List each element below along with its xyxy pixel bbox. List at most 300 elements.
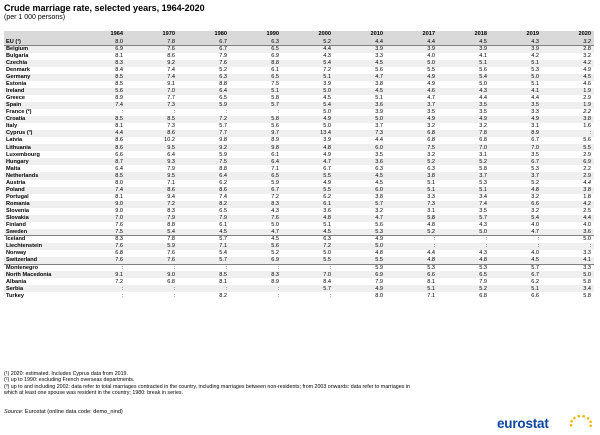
value-cell: 4.9 — [282, 116, 334, 123]
table-row — [4, 88, 594, 95]
value-cell: 6.5 — [230, 172, 282, 179]
value-cell: 6.8 — [386, 137, 438, 144]
value-cell: 4.4 — [542, 215, 594, 222]
value-cell: : — [230, 285, 282, 292]
country-cell: EU (¹) — [4, 39, 74, 46]
value-cell: 3.2 — [542, 39, 594, 46]
value-cell: : — [282, 264, 334, 271]
country-cell: Serbia — [4, 285, 74, 292]
header-cell-year: 1980 — [178, 31, 230, 39]
value-cell: 3.1 — [490, 123, 542, 130]
table-row — [4, 264, 594, 271]
table-row — [4, 151, 594, 158]
value-cell: 6.9 — [542, 158, 594, 165]
country-cell: Liechtenstein — [4, 243, 74, 250]
value-cell: 9.8 — [178, 137, 230, 144]
value-cell: 6.3 — [334, 165, 386, 172]
value-cell: 7.1 — [178, 243, 230, 250]
value-cell: 5.6 — [230, 243, 282, 250]
table-header-row — [4, 31, 594, 39]
table-row — [4, 74, 594, 81]
value-cell: : — [386, 243, 438, 250]
value-cell: 5.6 — [74, 88, 126, 95]
value-cell: 4.1 — [438, 53, 490, 60]
source-text: Eurostat (online data code: demo_nind) — [23, 409, 123, 415]
value-cell: 4.8 — [438, 257, 490, 264]
country-cell: Malta — [4, 165, 74, 172]
value-cell: 6.3 — [230, 39, 282, 46]
header-cell-year: 2018 — [438, 31, 490, 39]
value-cell: 5.9 — [230, 180, 282, 187]
value-cell: 5.2 — [490, 180, 542, 187]
value-cell: 8.8 — [178, 165, 230, 172]
value-cell: 8.1 — [386, 278, 438, 285]
value-cell: 4.9 — [542, 67, 594, 74]
value-cell: 7.4 — [178, 194, 230, 201]
value-cell: 7.9 — [126, 165, 178, 172]
value-cell: 9.8 — [230, 144, 282, 151]
value-cell: 5.1 — [490, 285, 542, 292]
value-cell: 4.9 — [490, 116, 542, 123]
country-cell: Switzerland — [4, 257, 74, 264]
value-cell: 6.8 — [386, 130, 438, 137]
value-cell: 5.7 — [178, 257, 230, 264]
value-cell: 4.4 — [282, 46, 334, 53]
value-cell: 3.2 — [334, 208, 386, 215]
value-cell: 4.1 — [542, 257, 594, 264]
value-cell: 5.1 — [230, 88, 282, 95]
value-cell: 3.2 — [490, 208, 542, 215]
table-row — [4, 278, 594, 285]
value-cell: 6.3 — [386, 165, 438, 172]
value-cell: 4.1 — [490, 88, 542, 95]
value-cell: 2.8 — [542, 46, 594, 53]
value-cell: 8.6 — [178, 187, 230, 194]
value-cell: 4.7 — [386, 95, 438, 102]
value-cell: 5.5 — [282, 172, 334, 179]
value-cell: 5.8 — [386, 215, 438, 222]
value-cell: 5.6 — [542, 137, 594, 144]
value-cell: 8.4 — [282, 278, 334, 285]
value-cell: 7.2 — [282, 243, 334, 250]
value-cell: 8.6 — [126, 130, 178, 137]
value-cell: 8.0 — [74, 180, 126, 187]
value-cell: 4.5 — [542, 74, 594, 81]
country-cell: Slovenia — [4, 208, 74, 215]
value-cell: 5.3 — [438, 264, 490, 271]
value-cell: 4.0 — [542, 222, 594, 229]
value-cell: 9.5 — [126, 172, 178, 179]
value-cell: 8.3 — [230, 201, 282, 208]
value-cell: 4.3 — [490, 39, 542, 46]
value-cell: 8.9 — [74, 95, 126, 102]
table-row — [4, 109, 594, 116]
logo-star — [582, 415, 585, 418]
country-cell: Cyprus (³) — [4, 130, 74, 137]
country-cell: Norway — [4, 250, 74, 257]
value-cell: 4.2 — [542, 60, 594, 67]
value-cell: 8.6 — [74, 144, 126, 151]
table-row — [4, 130, 594, 137]
value-cell: 2.9 — [542, 151, 594, 158]
value-cell: 8.1 — [74, 194, 126, 201]
table-subtitle: (per 1 000 persons) — [4, 14, 66, 21]
value-cell: 2.2 — [542, 165, 594, 172]
country-cell: Czechia — [4, 60, 74, 67]
value-cell: 3.2 — [542, 53, 594, 60]
value-cell: 5.7 — [178, 123, 230, 130]
value-cell: 13.4 — [282, 130, 334, 137]
value-cell: 6.2 — [282, 194, 334, 201]
value-cell: 4.7 — [334, 74, 386, 81]
footnote-2: (²) up to 1990: excluding French overseas departments. — [4, 377, 135, 384]
value-cell: 6.5 — [438, 271, 490, 278]
value-cell: 7.7 — [178, 130, 230, 137]
value-cell: 9.5 — [126, 144, 178, 151]
table-row — [4, 60, 594, 67]
value-cell: 4.5 — [230, 236, 282, 243]
header-cell-year: 1970 — [126, 31, 178, 39]
value-cell: 5.1 — [386, 187, 438, 194]
value-cell: 5.3 — [386, 264, 438, 271]
header-cell-year: 2020 — [542, 31, 594, 39]
value-cell: 4.2 — [542, 201, 594, 208]
source-label: Source: — [4, 409, 24, 415]
value-cell: 8.5 — [126, 116, 178, 123]
value-cell: 7.6 — [74, 243, 126, 250]
value-cell: 7.9 — [178, 53, 230, 60]
header-cell-year: 2017 — [386, 31, 438, 39]
value-cell: 5.8 — [230, 95, 282, 102]
value-cell: 7.3 — [386, 201, 438, 208]
country-cell: Italy — [4, 123, 74, 130]
country-cell: Lithuania — [4, 144, 74, 151]
table-row — [4, 39, 594, 46]
value-cell: 5.9 — [126, 243, 178, 250]
value-cell: 4.4 — [334, 137, 386, 144]
value-cell: 8.3 — [74, 236, 126, 243]
table-row — [4, 67, 594, 74]
value-cell: 2.2 — [542, 109, 594, 116]
value-cell: 3.7 — [386, 102, 438, 109]
value-cell: 5.4 — [438, 74, 490, 81]
table-row — [4, 285, 594, 292]
table-row — [4, 257, 594, 264]
value-cell: 4.0 — [386, 53, 438, 60]
value-cell: 6.7 — [490, 137, 542, 144]
table-row — [4, 158, 594, 165]
country-cell: Portugal — [4, 194, 74, 201]
value-cell: 8.8 — [230, 60, 282, 67]
value-cell: 5.3 — [490, 67, 542, 74]
value-cell: 6.5 — [230, 74, 282, 81]
value-cell: 6.6 — [490, 201, 542, 208]
value-cell: 6.0 — [334, 144, 386, 151]
value-cell: 5.8 — [230, 116, 282, 123]
value-cell: 6.7 — [178, 46, 230, 53]
table-row — [4, 236, 594, 243]
header-cell-year: 2000 — [282, 31, 334, 39]
value-cell: 6.9 — [230, 53, 282, 60]
table-row — [4, 137, 594, 144]
value-cell: : — [74, 109, 126, 116]
table-row — [4, 229, 594, 236]
value-cell: 7.4 — [126, 67, 178, 74]
value-cell: 1.9 — [542, 88, 594, 95]
logo-star — [578, 415, 581, 418]
value-cell: 4.8 — [386, 257, 438, 264]
country-cell: Sweden — [4, 229, 74, 236]
logo-star — [587, 417, 590, 420]
value-cell: : — [126, 264, 178, 271]
table-row — [4, 165, 594, 172]
value-cell: 8.3 — [74, 60, 126, 67]
value-cell: 3.6 — [334, 158, 386, 165]
value-cell: 8.5 — [74, 116, 126, 123]
value-cell: 3.8 — [334, 81, 386, 88]
value-cell: 6.5 — [178, 208, 230, 215]
value-cell: 3.3 — [542, 250, 594, 257]
value-cell: 7.2 — [126, 201, 178, 208]
value-cell: 9.2 — [126, 60, 178, 67]
footnote-3: (³) up to and including 2002: data refer to total marriages contracted in the country, including marriages between non-residents; from 2003 onwards: data refer to marriages in — [4, 383, 410, 390]
table-row — [4, 250, 594, 257]
value-cell: 5.0 — [282, 250, 334, 257]
value-cell: 7.8 — [126, 236, 178, 243]
value-cell: 6.2 — [178, 180, 230, 187]
value-cell: 4.6 — [542, 81, 594, 88]
value-cell: 7.2 — [230, 194, 282, 201]
value-cell: 3.1 — [438, 151, 490, 158]
value-cell: 6.1 — [282, 201, 334, 208]
value-cell: 3.2 — [438, 123, 490, 130]
value-cell: 1.6 — [542, 123, 594, 130]
value-cell: 5.0 — [230, 222, 282, 229]
eurostat-logo-text: eurostat — [497, 416, 549, 431]
value-cell: : — [282, 292, 334, 299]
value-cell: 5.0 — [542, 236, 594, 243]
value-cell: 6.4 — [230, 158, 282, 165]
value-cell: 9.1 — [74, 271, 126, 278]
value-cell: 6.6 — [490, 292, 542, 299]
value-cell: : — [178, 264, 230, 271]
country-cell: Denmark — [4, 67, 74, 74]
value-cell: 8.3 — [230, 271, 282, 278]
country-cell: Spain — [4, 102, 74, 109]
value-cell: 5.8 — [542, 292, 594, 299]
value-cell: 3.7 — [438, 172, 490, 179]
country-cell: Finland — [4, 222, 74, 229]
value-cell: 9.0 — [74, 201, 126, 208]
value-cell: 6.7 — [490, 158, 542, 165]
value-cell: 3.6 — [542, 229, 594, 236]
value-cell: 8.2 — [178, 292, 230, 299]
value-cell: 6.8 — [438, 137, 490, 144]
country-cell: Latvia — [4, 137, 74, 144]
value-cell: 3.3 — [490, 109, 542, 116]
value-cell: 3.5 — [490, 102, 542, 109]
country-cell: Estonia — [4, 81, 74, 88]
value-cell: 4.8 — [282, 144, 334, 151]
table-row — [4, 123, 594, 130]
value-cell: 8.8 — [178, 81, 230, 88]
country-cell: Belgium — [4, 46, 74, 53]
value-cell: 4.8 — [334, 250, 386, 257]
value-cell: 7.1 — [230, 165, 282, 172]
value-cell: 6.6 — [386, 271, 438, 278]
value-cell: 7.5 — [178, 158, 230, 165]
value-cell: 7.6 — [126, 250, 178, 257]
eurostat-logo-stars-icon — [568, 413, 594, 431]
value-cell: : — [490, 243, 542, 250]
value-cell: 3.6 — [282, 208, 334, 215]
value-cell: 5.2 — [386, 229, 438, 236]
value-cell: 7.0 — [126, 88, 178, 95]
header-cell-year: 1964 — [74, 31, 126, 39]
value-cell: 5.2 — [178, 67, 230, 74]
value-cell: 7.5 — [74, 229, 126, 236]
table-row — [4, 292, 594, 299]
value-cell: 4.0 — [490, 250, 542, 257]
value-cell: 4.5 — [282, 95, 334, 102]
value-cell: 3.3 — [542, 264, 594, 271]
value-cell: 4.8 — [282, 215, 334, 222]
value-cell: 6.8 — [74, 250, 126, 257]
header-corner-cell — [4, 31, 74, 39]
value-cell: 9.3 — [126, 158, 178, 165]
value-cell: 3.9 — [282, 137, 334, 144]
value-cell: 3.5 — [386, 109, 438, 116]
table-row — [4, 222, 594, 229]
table-row — [4, 53, 594, 60]
value-cell: 5.1 — [490, 81, 542, 88]
value-cell: 7.6 — [126, 46, 178, 53]
value-cell: 3.7 — [334, 123, 386, 130]
value-cell: 5.4 — [490, 215, 542, 222]
value-cell: 3.3 — [386, 194, 438, 201]
country-cell: Germany — [4, 74, 74, 81]
value-cell: 5.6 — [334, 67, 386, 74]
value-cell: 7.4 — [74, 187, 126, 194]
value-cell: 7.2 — [178, 116, 230, 123]
value-cell: 8.4 — [74, 67, 126, 74]
value-cell: 5.6 — [334, 222, 386, 229]
value-cell: : — [490, 236, 542, 243]
value-cell: : — [178, 109, 230, 116]
value-cell: 5.7 — [230, 102, 282, 109]
value-cell: 5.1 — [282, 74, 334, 81]
value-cell: : — [126, 109, 178, 116]
marriage-rate-table — [4, 31, 594, 300]
table-row — [4, 271, 594, 278]
value-cell: 5.8 — [438, 165, 490, 172]
value-cell: 4.3 — [438, 250, 490, 257]
value-cell: 8.3 — [126, 208, 178, 215]
value-cell: 5.0 — [438, 81, 490, 88]
value-cell: 7.9 — [178, 215, 230, 222]
value-cell: 6.4 — [178, 172, 230, 179]
value-cell: 8.0 — [74, 39, 126, 46]
value-cell: 3.9 — [490, 46, 542, 53]
country-cell: Poland — [4, 187, 74, 194]
table-row — [4, 180, 594, 187]
value-cell: 7.2 — [282, 67, 334, 74]
value-cell: 4.3 — [282, 53, 334, 60]
value-cell: 4.9 — [282, 180, 334, 187]
value-cell: 8.8 — [126, 222, 178, 229]
value-cell: 5.2 — [438, 285, 490, 292]
value-cell: 7.4 — [74, 102, 126, 109]
value-cell: 6.4 — [178, 88, 230, 95]
value-cell: 9.2 — [178, 144, 230, 151]
value-cell: : — [74, 264, 126, 271]
value-cell: 3.9 — [282, 81, 334, 88]
value-cell: 5.2 — [282, 39, 334, 46]
country-cell: Hungary — [4, 158, 74, 165]
value-cell: 3.8 — [542, 116, 594, 123]
table-row — [4, 243, 594, 250]
footnotes — [4, 371, 504, 396]
value-cell: 8.9 — [230, 278, 282, 285]
value-cell: 7.8 — [126, 39, 178, 46]
table-row — [4, 116, 594, 123]
value-cell: 6.1 — [178, 222, 230, 229]
logo-star — [570, 424, 573, 427]
value-cell: 5.0 — [282, 109, 334, 116]
value-cell: : — [438, 236, 490, 243]
value-cell: 7.6 — [178, 60, 230, 67]
value-cell: 4.7 — [490, 229, 542, 236]
value-cell: 5.9 — [178, 102, 230, 109]
value-cell: 4.5 — [334, 180, 386, 187]
value-cell: 7.8 — [438, 130, 490, 137]
value-cell: 5.4 — [282, 60, 334, 67]
value-cell: 4.9 — [334, 285, 386, 292]
country-cell: Turkey — [4, 292, 74, 299]
value-cell: 4.5 — [438, 39, 490, 46]
value-cell: 5.1 — [490, 60, 542, 67]
value-cell: 4.5 — [334, 60, 386, 67]
value-cell: 7.0 — [490, 144, 542, 151]
value-cell: 6.2 — [490, 278, 542, 285]
country-cell: Slovakia — [4, 215, 74, 222]
value-cell: 6.9 — [74, 46, 126, 53]
value-cell: 8.6 — [74, 137, 126, 144]
value-cell: 5.4 — [282, 102, 334, 109]
value-cell: 4.9 — [282, 151, 334, 158]
value-cell: 5.0 — [490, 74, 542, 81]
value-cell: 8.5 — [74, 74, 126, 81]
logo-star — [573, 417, 576, 420]
value-cell: 5.8 — [542, 278, 594, 285]
value-cell: 5.3 — [438, 180, 490, 187]
value-cell: 5.4 — [126, 229, 178, 236]
value-cell: 5.1 — [438, 187, 490, 194]
value-cell: 5.4 — [178, 250, 230, 257]
value-cell: 6.7 — [490, 271, 542, 278]
value-cell: 7.9 — [126, 215, 178, 222]
value-cell: 5.0 — [282, 88, 334, 95]
value-cell: 5.0 — [334, 243, 386, 250]
value-cell: 8.1 — [74, 123, 126, 130]
value-cell: : — [74, 285, 126, 292]
value-cell: 5.0 — [438, 229, 490, 236]
value-cell: 4.4 — [386, 39, 438, 46]
country-cell: Croatia — [4, 116, 74, 123]
value-cell: 4.3 — [438, 222, 490, 229]
value-cell: 5.0 — [386, 60, 438, 67]
value-cell: 4.6 — [386, 88, 438, 95]
